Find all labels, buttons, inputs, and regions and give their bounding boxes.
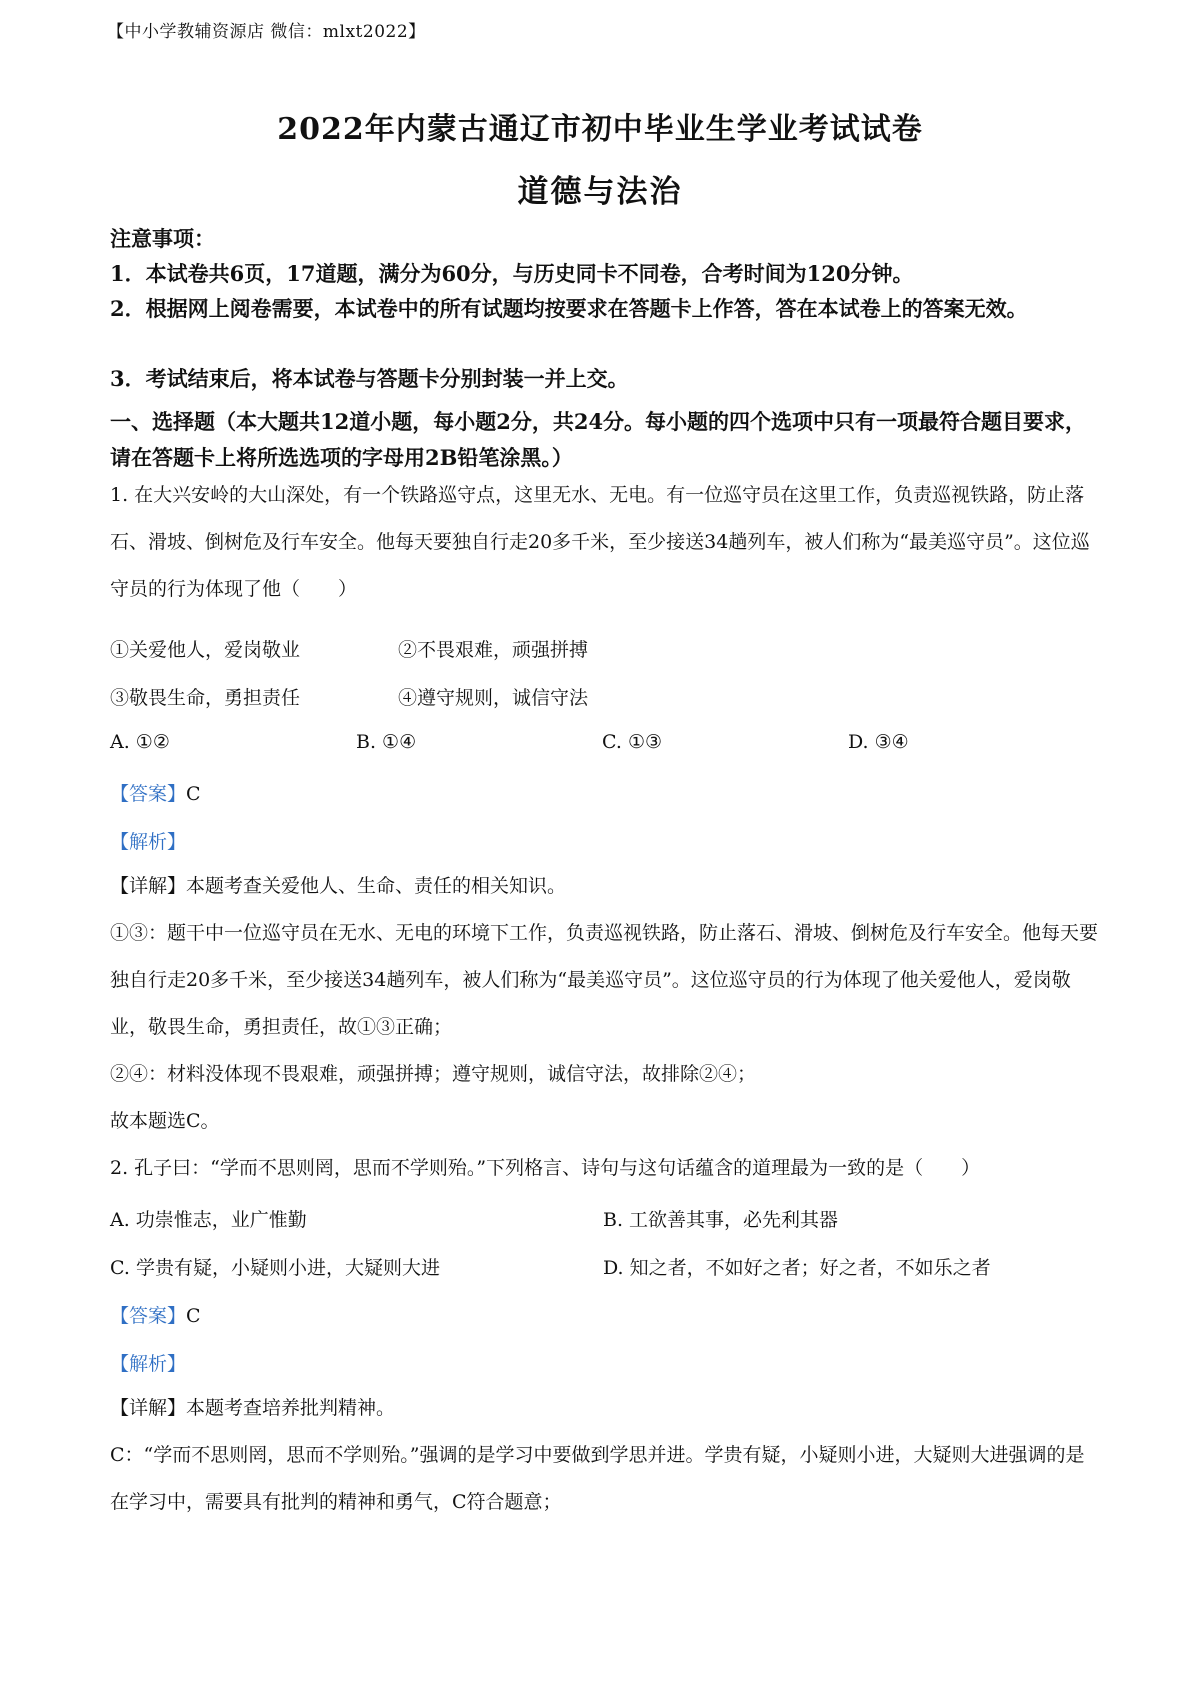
q2-answer xyxy=(110,1301,201,1328)
q1-detail-4: 故本题选C。 xyxy=(110,1110,220,1132)
answer-value: C xyxy=(186,783,201,805)
note-item-2: 2．根据网上阅卷需要，本试卷中的所有试题均按要求在答题卡上作答，答在本试卷上的答案无效。 xyxy=(110,296,1028,321)
answer-tag: 【答案】 xyxy=(110,783,187,805)
q1-detail-3: ②④：材料没体现不畏艰难，顽强拼搏；遵守规则，诚信守法，故排除②④； xyxy=(110,1063,757,1085)
q1-detail-2: ①③：题干中一位巡守员在无水、无电的环境下工作，负责巡视铁路，防止落石、滑坡、倒树危及行车安全。他每天要独自行走20多千米，至少接送34趟列车，被人们称为“最美巡守员”。这位巡守员的行为体现了他关爱他人，爱岗敬业，敬畏生命，勇担责任，故①③正确； xyxy=(110,922,1099,1038)
q1-options xyxy=(110,731,1094,753)
q1-statement-1: ①关爱他人，爱岗敬业 xyxy=(110,639,301,661)
q1-detail-1: 【详解】本题考查关爱他人、生命、责任的相关知识。 xyxy=(110,875,567,897)
q2-detail-2: C：“学而不思则罔，思而不学则殆。”强调的是学习中要做到学思并进。学贵有疑，小疑则小进，大疑则大进强调的是在学习中，需要具有批判的精神和勇气，C符合题意； xyxy=(110,1444,1085,1513)
q2-option-d: D. 知之者，不如好之者；好之者，不如乐之者 xyxy=(603,1257,991,1279)
q1-answer xyxy=(110,779,201,806)
q1-option-d: D. ③④ xyxy=(848,731,909,753)
q1-statement-3: ③敬畏生命，勇担责任 xyxy=(110,687,301,709)
q2-option-c: C. 学贵有疑，小疑则小进，大疑则大进 xyxy=(110,1257,440,1279)
notes-heading: 注意事项： xyxy=(110,226,215,251)
q2-option-b: B. 工欲善其事，必先利其器 xyxy=(603,1209,839,1231)
answer-tag: 【答案】 xyxy=(110,1305,187,1327)
question-1-stem: 1. 在大兴安岭的大山深处，有一个铁路巡守点，这里无水、无电。有一位巡守员在这里工作，负责巡视铁路，防止落石、滑坡、倒树危及行车安全。他每天要独自行走20多千米，至少接送34趟列车，被人们称为“最美巡守员”。这位巡守员的行为体现了他（ ） xyxy=(110,484,1090,600)
answer-value: C xyxy=(186,1305,201,1327)
q1-option-c: C. ①③ xyxy=(602,731,663,753)
note-item-3: 3．考试结束后，将本试卷与答题卡分别封装一并上交。 xyxy=(110,366,629,391)
q2-option-a: A. 功崇惟志，业广惟勤 xyxy=(110,1209,307,1231)
question-2-stem: 2. 孔子曰：“学而不思则罔，思而不学则殆。”下列格言、诗句与这句话蕴含的道理最为一致的是（ ） xyxy=(110,1157,981,1179)
exam-title: 2022年内蒙古通辽市初中毕业生学业考试试卷 xyxy=(277,112,923,147)
q1-analysis-tag: 【解析】 xyxy=(110,831,187,853)
header-note: 【中小学教辅资源店 微信：mlxt2022】 xyxy=(107,22,426,42)
q1-statement-2: ②不畏艰难，顽强拼搏 xyxy=(398,639,589,661)
q2-detail-1: 【详解】本题考查培养批判精神。 xyxy=(110,1397,396,1419)
q1-option-b: B. ①④ xyxy=(356,731,417,753)
q2-analysis-tag: 【解析】 xyxy=(110,1353,187,1375)
section-heading: 一、选择题（本大题共12道小题，每小题2分，共24分。每小题的四个选项中只有一项最符合题目要求，请在答题卡上将所选选项的字母用2B铅笔涂黑。） xyxy=(110,409,1087,470)
q1-statement-4: ④遵守规则，诚信守法 xyxy=(398,687,589,709)
note-item-1: 1．本试卷共6页，17道题，满分为60分，与历史同卡不同卷，合考时间为120分钟。 xyxy=(110,261,914,286)
q1-option-a: A. ①② xyxy=(110,731,170,753)
exam-subject: 道德与法治 xyxy=(517,174,683,210)
